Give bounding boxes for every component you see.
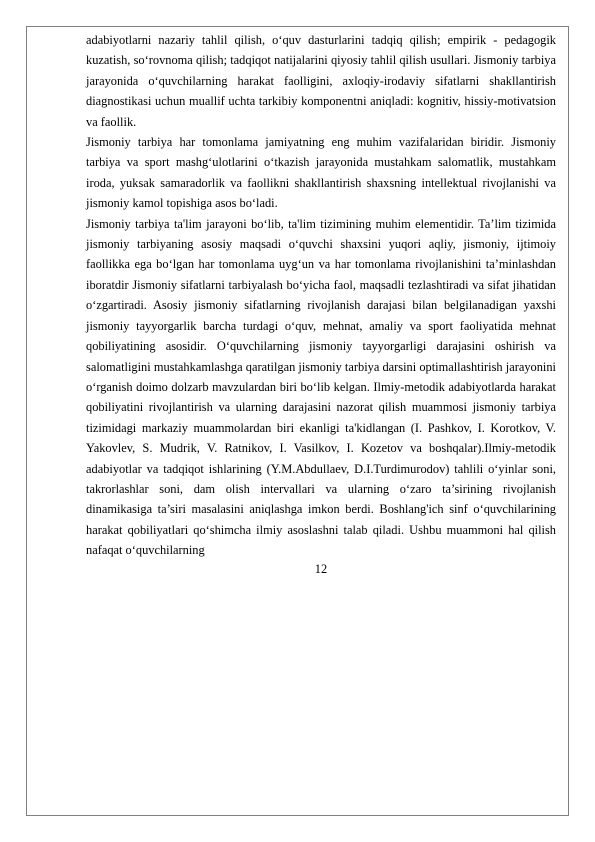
document-body — [86, 30, 556, 576]
paragraph-physical-education-task: Jismoniy tarbiya har tomonlama jamiyatning eng muhim vazifalaridan biridir. Jismoniy tarbiya va sport mashg‘ulotlarini o‘tkazish jarayonida mustahkam salomatlik, mustahkam iroda, yuksak samaradorlik va faollikni shakllantirish shaxsning intellektual rivojlanishi va jismoniy kamol topishiga asos bo‘ladi. — [86, 135, 556, 211]
page-number: 12 — [314, 561, 328, 576]
paragraph-methods: adabiyotlarni nazariy tahlil qilish, o‘quv dasturlarini tadqiq qilish; empirik - pedagogik kuzatish, so‘rovnoma qilish; tadqiqot natijalarini qiyosiy tahlil qilish usullari. Jismoniy tarbiya jarayonida o‘quvchilarning harakat faolligini, axloqiy-irodaviy sifatlarni shakllantirish diagnostikasi uchun muallif uchta tarkibiy komponentni aniqladi: kognitiv, hissiy-motivatsion va faollik. — [86, 33, 556, 129]
paragraph-education-process: Jismoniy tarbiya ta'lim jarayoni bo‘lib, ta'lim tizimining muhim elementidir. Ta’lim tizimida jismoniy tarbiyaning asosiy maqsadi o‘quvchi shaxsini yuqori aqliy, jismoniy, ijtimoiy faollikka ega bo‘lgan har tomonlama uyg‘un va har tomonlama rivojlanishini ta’minlashdan iboratdir Jismoniy sifatlarni tarbiyalash bo‘yicha faol, maqsadli tezlashtiradi va sifat jihatidan o‘zgartiradi. Asosiy jismoniy sifatlarning rivojlanish darajasi bilan belgilanadigan yaxshi jismoniy tayyorgarlik barcha turdagi o‘quv, mehnat, amaliy va sport faoliyatida mehnat qobiliyatining asosidir. O‘quvchilarning jismoniy tayyorgarligi darajasini oshirish va salomatligini mustahkamlashga qaratilgan jismoniy tarbiya darsini optimallashtirish jarayonini o‘rganish doimo dolzarb mavzulardan biri bo‘lib kelgan. Ilmiy-metodik adabiyotlarda harakat qobiliyatini rivojlantirish va ularning darajasini nazorat qilish muammosi jismoniy tarbiya tizimidagi markaziy muammolardan biri ekanligi ta'kidlangan (I. Pashkov, I. Korotkov, V. Yakovlev, S. Mudrik, V. Ratnikov, I. Vasilkov, I. Kozetov va boshqalar).Ilmiy-metodik adabiyotlar va tadqiqot ishlarining (Y.M.Abdullaev, D.I.Turdimurodov) tahlili o‘yinlar soni, takrorlashlar soni, dam olish intervallari va ularning o‘zaro ta’sirining rivojlanish dinamikasiga ta’siri masalasini aniqlashga imkon berdi. Boshlang'ich sinf o‘quvchilarining harakat qobiliyatlari qo‘shimcha ilmiy asoslashni talab qiladi. Ushbu muammoni hal qilish nafaqat o‘quvchilarning — [86, 216, 556, 558]
